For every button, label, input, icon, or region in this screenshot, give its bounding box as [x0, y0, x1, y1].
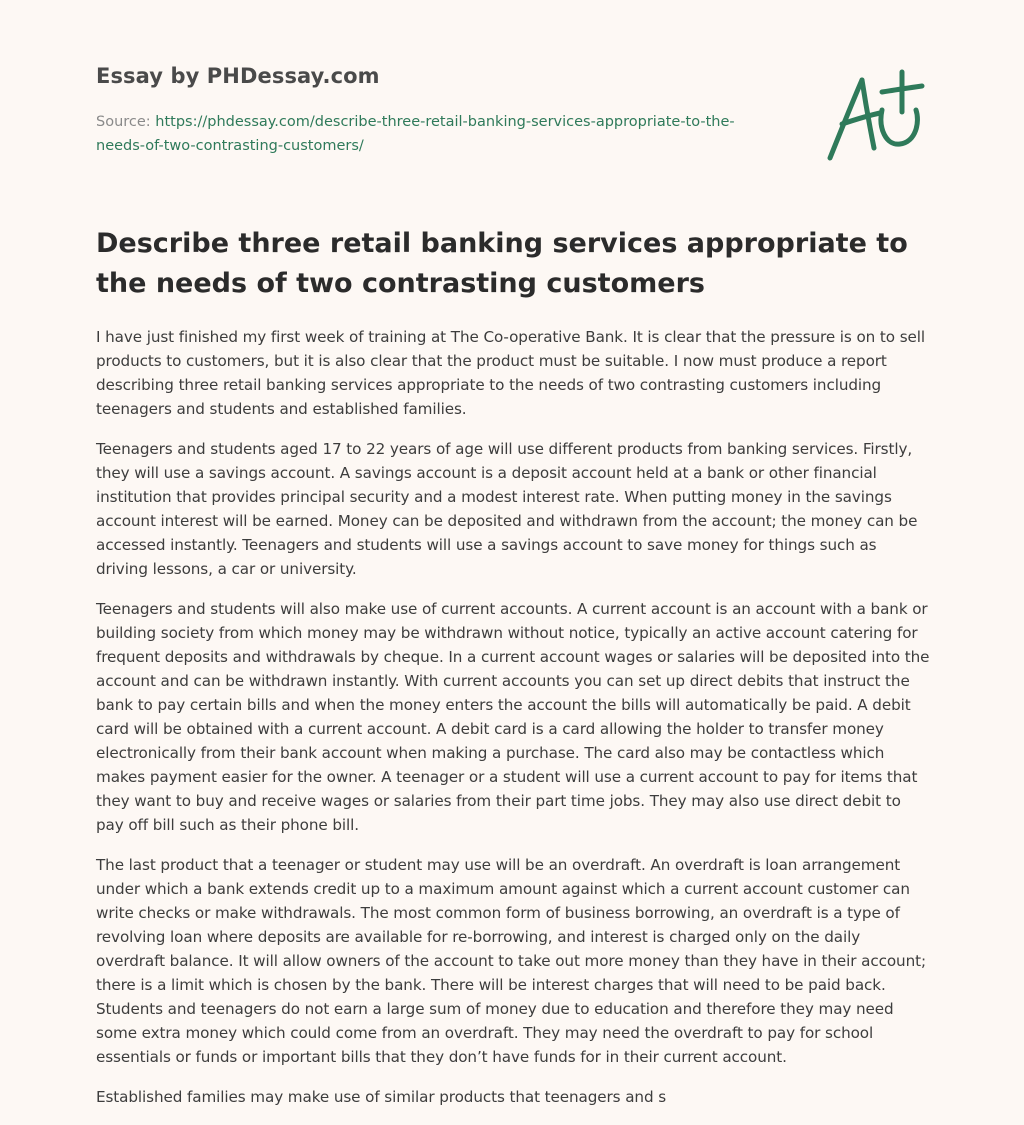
paragraph: Teenagers and students will also make use of current accounts. A current account is an account with a bank or building society from which money may be withdrawn without notice, typically an active account catering for frequent deposits and withdrawals by cheque. In a current account wages or salaries will be deposited into the account and can be withdrawn instantly. With current accounts you can set up direct debits that instruct the bank to pay certain bills and when the money enters the account the bills will automatically be paid. A debit card will be obtained with a current account. A debit card is a card allowing the holder to transfer money electronically from their bank account when making a purchase. The card also may be contactless which makes payment easier for the owner. A teenager or a student will use a current account to pay for items that they want to buy and receive wages or salaries from their part time jobs. They may also use direct debit to pay off bill such as their phone bill. [96, 600, 930, 834]
paragraph: I have just finished my first week of training at The Co-operative Bank. It is clear that the pressure is on to sell products to customers, but it is also clear that the product must be suitable. I now must produce a report describing three retail banking services appropriate to the needs of two contrasting customers including teenagers and students and established families. [96, 328, 925, 418]
essay-body [96, 325, 932, 1125]
site-brand: Essay by PHDessay.com [96, 64, 380, 88]
a-plus-grade-icon [820, 66, 930, 166]
paragraph: Teenagers and students aged 17 to 22 years of age will use different products from banking services. Firstly, they will use a savings account. A savings account is a deposit account held at a bank or other financial institution that provides principal security and a modest interest rate. When putting money in the savings account interest will be earned. Money can be deposited and withdrawn from the account; the money can be accessed instantly. Teenagers and students will use a savings account to save money for things such as driving lessons, a car or university. [96, 440, 918, 578]
essay-title: Describe three retail banking services appropriate to the needs of two contrasting customers [96, 228, 908, 299]
source-link[interactable]: https://phdessay.com/describe-three-retail-banking-services-appropriate-to-the-needs-of-two-contrasting-customers/ [96, 114, 735, 154]
source-line [96, 110, 776, 158]
source-label: Source: [96, 114, 151, 130]
paragraph: Established families may make use of similar products that teenagers and s [96, 1088, 667, 1106]
paragraph: The last product that a teenager or student may use will be an overdraft. An overdraft is loan arrangement under which a bank extends credit up to a maximum amount against which a current account customer can write checks or make withdrawals. The most common form of business borrowing, an overdraft is a type of revolving loan where deposits are available for re-borrowing, and interest is charged only on the daily overdraft balance. It will allow owners of the account to take out more money than they have in their account; there is a limit which is chosen by the bank. There will be interest charges that will need to be paid back. Students and teenagers do not earn a large sum of money due to education and therefore they may need some extra money which could come from an overdraft. They may need the overdraft to pay for school essentials or funds or important bills that they don’t have funds for in their current account. [96, 856, 926, 1066]
